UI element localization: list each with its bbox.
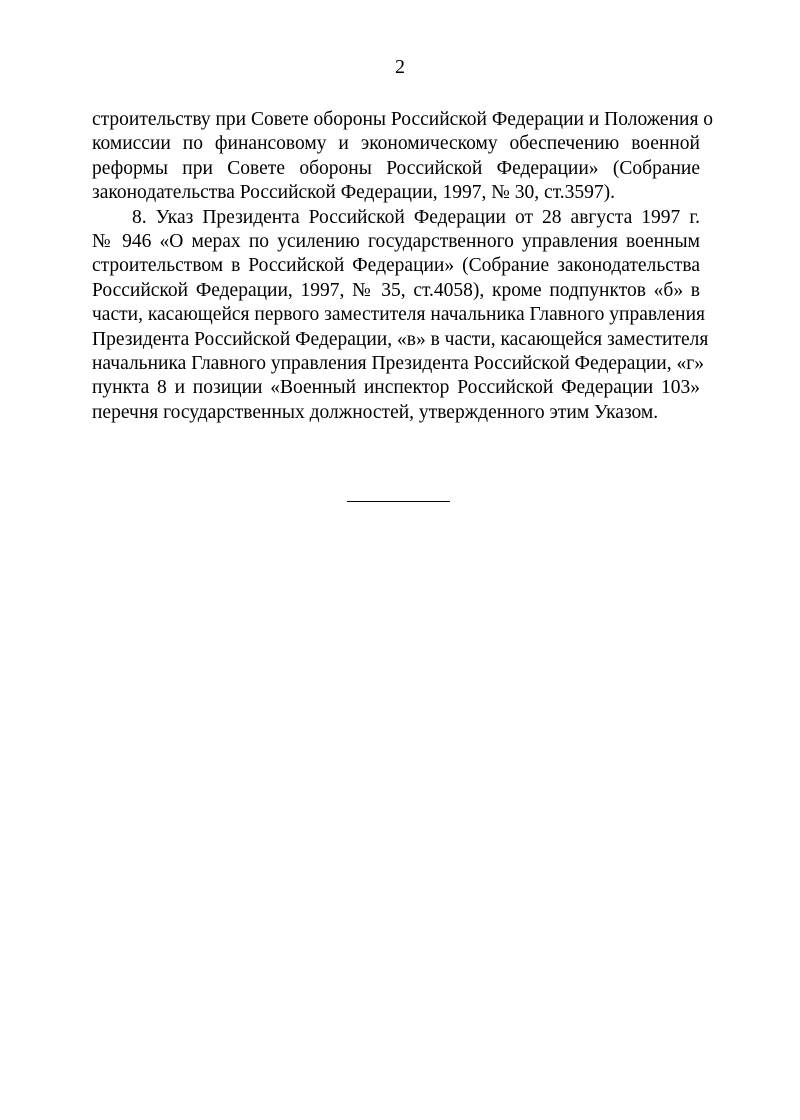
text-line: № 946 «О мерах по усилению государственного управления военным <box>92 230 700 252</box>
text-line: пункта 8 и позиции «Военный инспектор Российской Федерации 103» <box>92 377 700 399</box>
text-line: перечня государственных должностей, утвержденного этим Указом. <box>92 401 659 423</box>
text-line: реформы при Совете обороны Российской Федерации» (Собрание <box>92 157 700 179</box>
text-line: комиссии по финансовому и экономическому обеспечению военной <box>92 133 700 155</box>
paragraph-continuation <box>92 108 714 206</box>
text-line: 8. Указ Президента Российской Федерации от 28 августа 1997 г. <box>132 206 700 228</box>
paragraph-item-8 <box>92 206 709 426</box>
text-line: Российской Федерации, 1997, № 35, ст.4058), кроме подпунктов «б» в <box>92 279 700 301</box>
text-line: строительству при Совете обороны Российской Федерации и Положения о <box>92 109 714 130</box>
document-body <box>92 108 714 425</box>
text-line: строительством в Российской Федерации» (Собрание законодательства <box>92 255 700 277</box>
text-line: законодательства Российской Федерации, 1997, № 30, ст.3597). <box>92 182 615 204</box>
text-line: части, касающейся первого заместителя начальника Главного управления <box>92 304 706 326</box>
text-line: Президента Российской Федерации, «в» в части, касающейся заместителя <box>92 328 709 350</box>
page-number: 2 <box>395 56 405 78</box>
end-of-document-rule <box>347 501 450 502</box>
text-line: начальника Главного управления Президента Российской Федерации, «г» <box>92 352 704 374</box>
